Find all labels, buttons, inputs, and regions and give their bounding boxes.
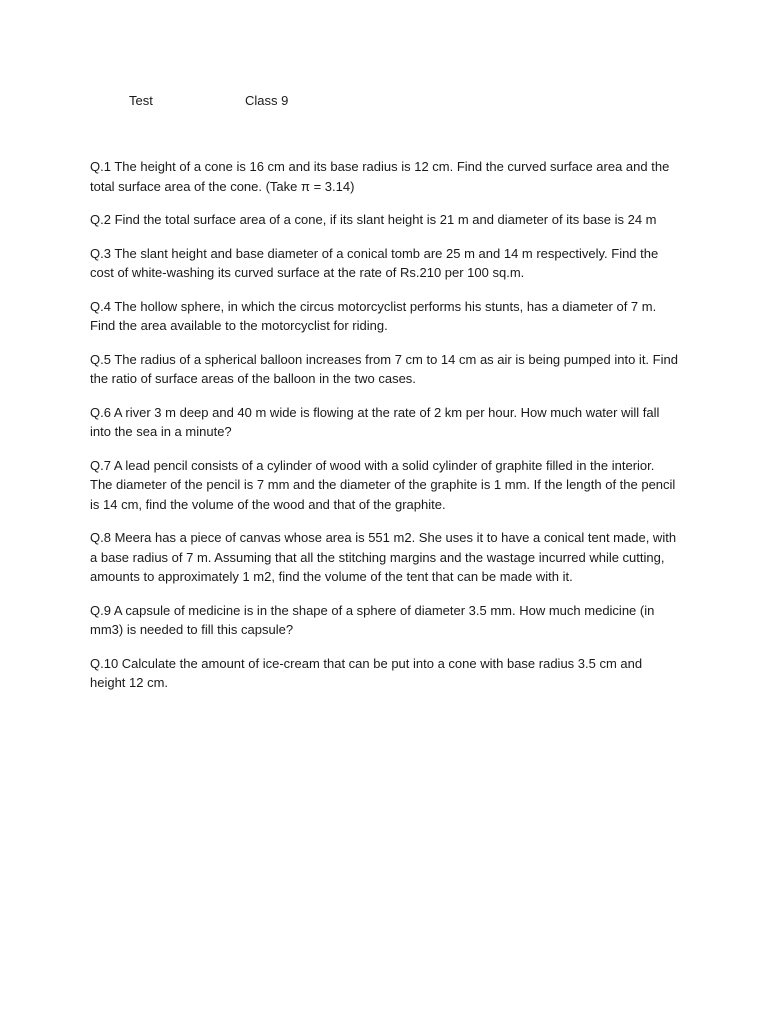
question-7: Q.7 A lead pencil consists of a cylinder of wood with a solid cylinder of graphite filled in the interior. The diameter of the pencil is 7 mm and the diameter of the graphite is 1 mm. If the length of the pencil is 14 cm, find the volume of the wood and that of the graphite. <box>90 457 676 512</box>
header-class-label: Class 9 <box>245 93 289 108</box>
question-4: Q.4 The hollow sphere, in which the circus motorcyclist performs his stunts, has a diameter of 7 m. Find the area available to the motorcyclist for riding. <box>90 298 657 333</box>
question-3: Q.3 The slant height and base diameter of a conical tomb are 25 m and 14 m respectively. Find the cost of white-washing its curved surface at the rate of Rs.210 per 100 sq.m. <box>90 245 659 280</box>
document-header <box>0 93 768 113</box>
question-list <box>90 157 680 707</box>
question-6: Q.6 A river 3 m deep and 40 m wide is flowing at the rate of 2 km per hour. How much water will fall into the sea in a minute? <box>90 404 660 439</box>
question-2: Q.2 Find the total surface area of a cone, if its slant height is 21 m and diameter of its base is 24 m <box>90 212 657 227</box>
question-5: Q.5 The radius of a spherical balloon increases from 7 cm to 14 cm as air is being pumped into it. Find the ratio of surface areas of the balloon in the two cases. <box>90 351 678 386</box>
question-1: Q.1 The height of a cone is 16 cm and its base radius is 12 cm. Find the curved surface area and the total surface area of the cone. (Take π = 3.14) <box>90 159 670 194</box>
question-9: Q.9 A capsule of medicine is in the shape of a sphere of diameter 3.5 mm. How much medicine (in mm3) is needed to fill this capsule? <box>90 602 655 637</box>
header-test-label: Test <box>129 93 153 108</box>
question-8: Q.8 Meera has a piece of canvas whose area is 551 m2. She uses it to have a conical tent made, with a base radius of 7 m. Assuming that all the stitching margins and the wastage incurred while cutting, amounts to approximately 1 m2, find the volume of the tent that can be made with it. <box>90 530 677 584</box>
question-10: Q.10 Calculate the amount of ice-cream that can be put into a cone with base radius 3.5 cm and height 12 cm. <box>90 655 643 690</box>
